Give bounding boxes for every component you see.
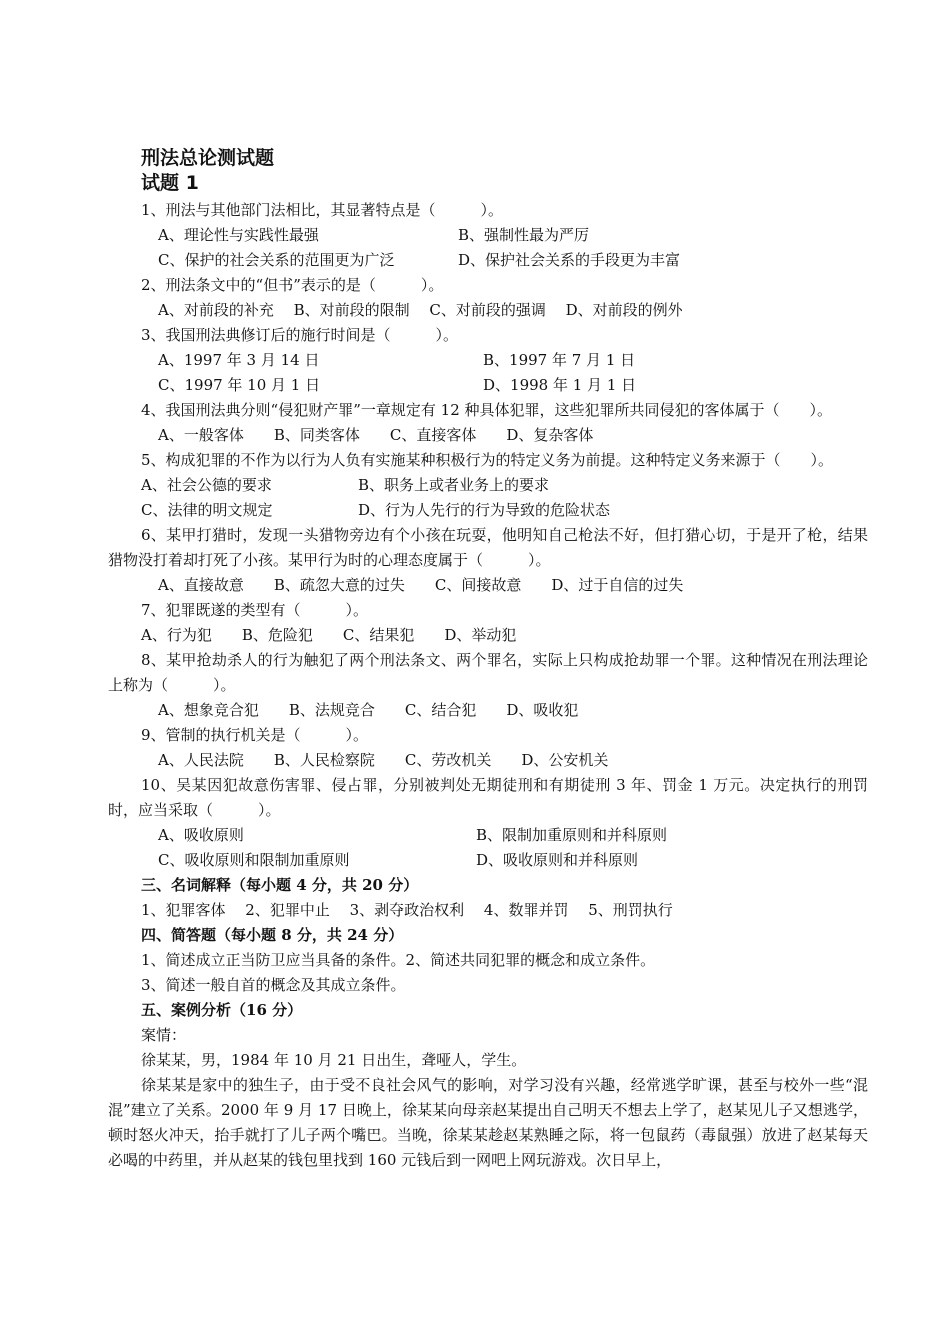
question-8-options: A、想象竞合犯 B、法规竞合 C、结合犯 D、吸收犯 bbox=[158, 701, 579, 719]
option-c: C、1997 年 10 月 1 日 bbox=[158, 376, 321, 394]
option-b: B、强制性最为严厉 bbox=[458, 226, 590, 244]
question-9-options: A、人民法院 B、人民检察院 C、劳改机关 D、公安机关 bbox=[158, 751, 609, 769]
section-3-terms: 1、犯罪客体 2、犯罪中止 3、剥夺政治权利 4、数罪并罚 5、刑罚执行 bbox=[141, 901, 673, 919]
option-c: C、吸收原则和限制加重原则 bbox=[158, 851, 350, 869]
question-2: 2、刑法条文中的“但书”表示的是（ ）。 bbox=[141, 276, 444, 294]
section-4-heading: 四、简答题（每小题 8 分，共 24 分） bbox=[141, 926, 404, 944]
question-10-options-row1 bbox=[108, 823, 868, 848]
option-d: D、吸收原则和并科原则 bbox=[476, 851, 639, 869]
document-body bbox=[108, 145, 868, 1173]
question-8: 8、某甲抢劫杀人的行为触犯了两个刑法条文、两个罪名，实际上只构成抢劫罪一个罪。这种情况在刑法理论上称为（ ）。 bbox=[108, 651, 868, 694]
question-10: 10、吴某因犯故意伤害罪、侵占罪，分别被判处无期徒刑和有期徒刑 3 年、罚金 1 万元。决定执行的刑罚时，应当采取（ ）。 bbox=[108, 776, 868, 819]
question-4: 4、我国刑法典分则“侵犯财产罪”一章规定有 12 种具体犯罪，这些犯罪所共同侵犯的客体属于（ ）。 bbox=[141, 401, 833, 419]
question-9: 9、管制的执行机关是（ ）。 bbox=[141, 726, 369, 744]
option-a: A、1997 年 3 月 14 日 bbox=[158, 351, 320, 369]
section-4-item-3: 3、简述一般自首的概念及其成立条件。 bbox=[141, 976, 406, 994]
option-b: B、1997 年 7 月 1 日 bbox=[483, 351, 636, 369]
option-d: D、1998 年 1 月 1 日 bbox=[483, 376, 637, 394]
question-4-options: A、一般客体 B、同类客体 C、直接客体 D、复杂客体 bbox=[158, 426, 594, 444]
question-1: 1、刑法与其他部门法相比，其显著特点是（ ）。 bbox=[141, 201, 504, 219]
option-a: A、理论性与实践性最强 bbox=[158, 226, 319, 244]
option-d: D、保护社会关系的手段更为丰富 bbox=[458, 251, 681, 269]
question-3-options-row2 bbox=[108, 373, 868, 398]
case-label: 案情： bbox=[141, 1026, 187, 1044]
option-c: C、保护的社会关系的范围更为广泛 bbox=[158, 251, 395, 269]
option-a: A、社会公德的要求 bbox=[141, 476, 272, 494]
question-2-options: A、对前段的补充 B、对前段的限制 C、对前段的强调 D、对前段的例外 bbox=[158, 301, 683, 319]
section-5-heading: 五、案例分析（16 分） bbox=[141, 1001, 303, 1019]
question-1-options-row1 bbox=[108, 223, 868, 248]
question-5-options-row2 bbox=[108, 498, 868, 523]
question-5-options-row1 bbox=[108, 473, 868, 498]
section-3-heading: 三、名词解释（每小题 4 分，共 20 分） bbox=[141, 876, 419, 894]
question-7-options: A、行为犯 B、危险犯 C、结果犯 D、举动犯 bbox=[141, 626, 517, 644]
option-d: D、行为人先行的行为导致的危险状态 bbox=[358, 501, 611, 519]
option-a: A、吸收原则 bbox=[158, 826, 244, 844]
question-1-options-row2 bbox=[108, 248, 868, 273]
question-10-options-row2 bbox=[108, 848, 868, 873]
question-3: 3、我国刑法典修订后的施行时间是（ ）。 bbox=[141, 326, 459, 344]
question-6: 6、某甲打猎时，发现一头猎物旁边有个小孩在玩耍，他明知自己枪法不好，但打猎心切，于是开了枪，结果猎物没打着却打死了小孩。某甲行为时的心理态度属于（ ）。 bbox=[108, 526, 868, 569]
question-5: 5、构成犯罪的不作为以行为人负有实施某种积极行为的特定义务为前提。这种特定义务来源于（ ）。 bbox=[141, 451, 834, 469]
case-paragraph-2: 徐某某是家中的独生子，由于受不良社会风气的影响，对学习没有兴趣，经常逃学旷课，甚至与校外一些“混混”建立了关系。2000 年 9 月 17 日晚上，徐某某向母亲赵某提出自己明天不想去上学了，赵某见儿子又想逃学，顿时怒火冲天，抬手就打了儿子两个嘴巴。当晚，徐某某趁赵某熟睡之际，将一包鼠药（毒鼠强）放进了赵某每天必喝的中药里，并从赵某的钱包里找到 160 元钱后到一网吧上网玩游戏。次日早上， bbox=[108, 1076, 868, 1169]
option-b: B、职务上或者业务上的要求 bbox=[358, 476, 550, 494]
option-b: B、限制加重原则和并科原则 bbox=[476, 826, 668, 844]
exam-subtitle: 试题 1 bbox=[141, 172, 199, 194]
question-3-options-row1 bbox=[108, 348, 868, 373]
section-4-item-1-2: 1、简述成立正当防卫应当具备的条件。2、简述共同犯罪的概念和成立条件。 bbox=[141, 951, 656, 969]
question-6-options: A、直接故意 B、疏忽大意的过失 C、间接故意 D、过于自信的过失 bbox=[158, 576, 684, 594]
option-c: C、法律的明文规定 bbox=[141, 501, 273, 519]
document-title: 刑法总论测试题 bbox=[141, 147, 275, 169]
question-7: 7、犯罪既遂的类型有（ ）。 bbox=[141, 601, 369, 619]
case-paragraph-1: 徐某某，男，1984 年 10 月 21 日出生，聋哑人，学生。 bbox=[141, 1051, 527, 1069]
